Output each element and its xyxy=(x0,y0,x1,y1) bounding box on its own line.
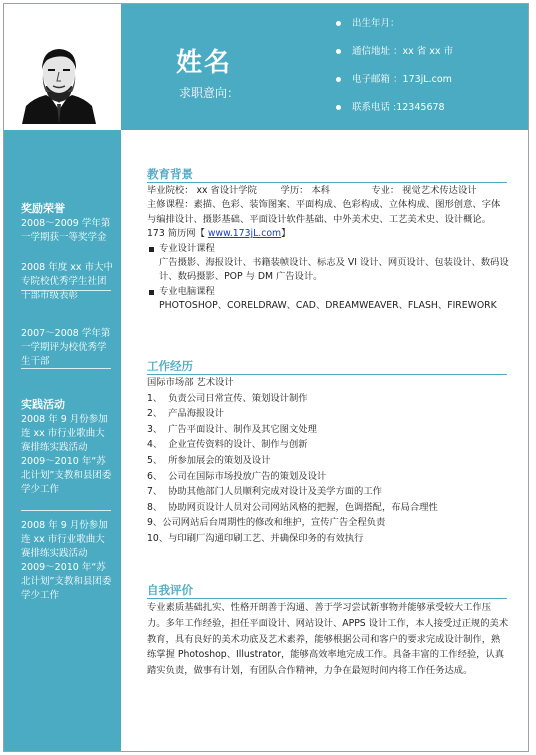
awards-section xyxy=(21,202,113,385)
work-item: 3、 广告平面设计、制作及其它图文处理 xyxy=(147,423,317,435)
work-item: 4、 企业宣传资料的设计、制作与创新 xyxy=(147,439,308,451)
bullet-dot-icon xyxy=(336,49,341,54)
sidebar-divider xyxy=(21,290,111,291)
section-rule xyxy=(147,598,507,599)
work-item: 9、公司网站后台周期性的修改和维护，宣传广告全程负责 xyxy=(147,517,386,529)
resume-frame xyxy=(3,3,529,752)
software-course-title: 专业电脑课程 xyxy=(147,285,509,299)
bullet-dot-icon xyxy=(336,21,341,26)
info-address: 通信地址 ：xx 省 xx 市 xyxy=(336,44,453,72)
portrait-icon xyxy=(20,40,98,124)
practice-item: 2009～2010 年“苏北计划”支教和县团委学少工作 xyxy=(21,456,112,495)
work-item: 7、 协助其他部门人员顺利完成对设计及美学方面的工作 xyxy=(147,486,382,498)
sidebar xyxy=(4,130,121,752)
self-eval-body: 专业素质基础扎实、性格开朗善于沟通、善于学习尝试新事物并能够承受较大工作压力。多年工作经验，担任平面设计、网站设计、APPS 设计工作，本人接受过正规的美术教育，具有良好的美术功底及艺术素养，能够根据公司和客户的要求完成设计制作，熟练掌握 Photoshop、Illustrator，能够高效率地完成工作。具备丰富的工作经验，认真踏实负责，做事有计划，有团队合作精神，力争在最短时间内将工作任务达成。 xyxy=(147,602,509,677)
photo-area xyxy=(4,4,121,130)
work-item: 5、 所参加展会的策划及设计 xyxy=(147,454,271,466)
info-birth: 出生年月： xyxy=(336,16,453,44)
section-rule xyxy=(147,182,507,183)
pro-course-text: 广告摄影、海报设计、书籍装帧设计、标志及 VI 设计、网页设计、包装设计、数码设计、数码摄影、POP 与 DM 广告设计。 xyxy=(159,257,509,283)
practice-title: 实践活动 xyxy=(21,398,65,411)
courses-text: 主修课程：素描、色彩、装饰图案、平面构成、色彩构成、立体构成、图形创意、字体与编排设计、摄影基础、平面设计软件基础、中外美术史、工艺美术史、设计概论。 173 简历网【 www.173jL.com】 xyxy=(147,199,501,240)
work-item: 1、 负责公司日常宣传、策划设计制作 xyxy=(147,392,308,404)
contact-info-list xyxy=(336,16,453,128)
award-item: 2008 年度 xx 市大中专院校优秀学生社团干部市级表彰 xyxy=(21,262,113,301)
award-item: 2007～2008 学年第一学期评为校优秀学生干部 xyxy=(21,328,111,367)
work-item: 6、 公司在国际市场投放广告的策划及设计 xyxy=(147,470,327,482)
school-line: 毕业院校： xx 省设计学院 学历： 本科 专业： 视觉艺术传达设计 xyxy=(147,185,477,196)
education-title: 教育背景 xyxy=(147,167,193,181)
practice-item: 2008 年 9 月份参加连 xx 市行业歌曲大赛排练实践活动 xyxy=(21,520,108,559)
work-body xyxy=(147,375,509,547)
bullet-dot-icon xyxy=(336,77,341,82)
website-link[interactable]: www.173jL.com xyxy=(207,228,282,240)
sidebar-divider xyxy=(21,510,111,511)
bullet-dot-icon xyxy=(336,105,341,110)
work-item: 10、与印刷厂沟通印刷工艺、并确保印务的有效执行 xyxy=(147,532,364,544)
self-eval-title: 自我评价 xyxy=(147,583,193,597)
awards-title: 奖励荣誉 xyxy=(21,202,65,215)
sidebar-divider xyxy=(21,368,111,369)
header-band xyxy=(121,4,529,130)
work-company: 国际市场部 艺术设计 xyxy=(147,377,234,388)
job-intent-label: 求职意向： xyxy=(179,86,240,100)
practice-section xyxy=(21,398,113,619)
info-email: 电子邮箱 ：173jL.com xyxy=(336,72,453,100)
education-body xyxy=(147,184,509,314)
pro-course-title: 专业设计课程 xyxy=(147,242,509,256)
work-item: 8、 协助网页设计人员对公司网站风格的把握，色调搭配，布局合理性 xyxy=(147,501,438,513)
work-item: 2、 产品海报设计 xyxy=(147,408,224,420)
work-title: 工作经历 xyxy=(147,359,193,373)
info-phone: 联系电话 :12345678 xyxy=(336,100,453,128)
applicant-name: 姓名 xyxy=(176,48,233,78)
practice-item: 2008 年 9 月份参加连 xx 市行业歌曲大赛排练实践活动 xyxy=(21,414,108,453)
practice-item: 2009～2010 年“苏北计划”支教和县团委学少工作 xyxy=(21,562,112,601)
award-item: 2008～2009 学年第一学期获一等奖学金 xyxy=(21,218,111,243)
main-content xyxy=(121,130,529,752)
software-course-text: PHOTOSHOP、CORELDRAW、CAD、DREAMWEAVER、FLASH、FIREWORK xyxy=(159,300,497,312)
